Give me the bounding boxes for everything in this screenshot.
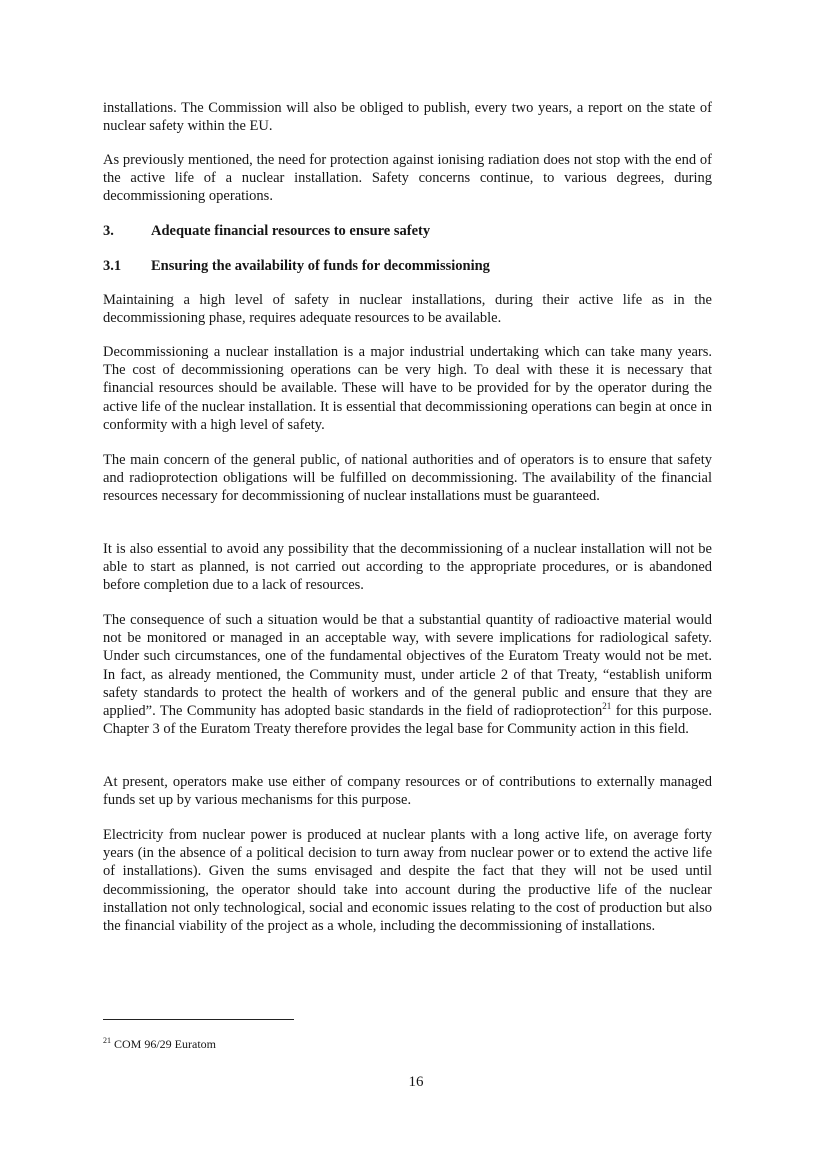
paragraph-electricity-nuclear: Electricity from nuclear power is produced at nuclear plants with a long active life, on average forty years (in the absence of a political decision to turn away from nuclear power or to extend the active life of installations). Given the sums envisaged and despite the fact that they will not be used until decommissioning, the operator should take into account during the productive life of the nuclear installation not only technological, social and economic issues relating to the cost of production but also the financial viability of the project as a whole, including the decommissioning of installations.	[103, 827, 712, 935]
footnote-divider	[103, 1019, 294, 1020]
paragraph-high-level-safety: Maintaining a high level of safety in nuclear installations, during their active life as in the decommissioning phase, requires adequate resources to be available.	[103, 292, 712, 327]
section-title: Adequate financial resources to ensure safety	[151, 223, 431, 239]
footnote	[103, 1037, 216, 1051]
paragraph-operators-resources: At present, operators make use either of company resources or of contributions to externally managed funds set up by various mechanisms for this purpose.	[103, 774, 712, 809]
footnote-reference: 21	[602, 701, 612, 712]
paragraph-decommissioning-cost: Decommissioning a nuclear installation is a major industrial undertaking which can take many years. The cost of decommissioning operations can be very high. To deal with these it is necessary that financial resources should be available. These will have to be provided for by the operator during the active life of the nuclear installation. It is essential that decommissioning operations can begin at once in conformity with a high level of safety.	[103, 344, 712, 433]
subsection-title: Ensuring the availability of funds for decommissioning	[151, 258, 490, 274]
section-heading-3	[103, 222, 430, 240]
paragraph-avoid-abandonment: It is also essential to avoid any possibility that the decommissioning of a nuclear installation will not be able to start as planned, is not carried out according to the appropriate procedures, or is abandoned before completion due to a lack of resources.	[103, 541, 712, 594]
paragraph-consequence	[103, 611, 712, 738]
paragraph-consequence-text-end: for this purpose. Chapter 3 of the Euratom Treaty therefore provides the legal base for Community action in this field.	[103, 703, 712, 738]
footnote-number: 21	[103, 1036, 111, 1045]
page-number: 16	[408, 1074, 424, 1090]
section-number: 3.	[103, 223, 114, 239]
paragraph-consequence-text: The consequence of such a situation would be that a substantial quantity of radioactive material would not be monitored or managed in an acceptable way, with severe implications for radiological safety. Under such circumstances, one of the fundamental objectives of the Euratom Treaty would not be met. In fact, as already mentioned, the Community must, under article 2 of that Treaty, “establish uniform safety standards to protect the health of workers and of the general public and ensure that they are applied”. The Community has adopted basic standards in the field of radioprotection	[103, 612, 712, 720]
footnote-text: COM 96/29 Euratom	[111, 1037, 216, 1051]
section-heading-3-1	[103, 257, 490, 275]
paragraph-main-concern: The main concern of the general public, of national authorities and of operators is to ensure that safety and radioprotection obligations will be fulfilled on decommissioning. The availability of the financial resources necessary for decommissioning of nuclear installations must be guaranteed.	[103, 452, 712, 505]
paragraph-radiation-protection: As previously mentioned, the need for protection against ionising radiation does not stop with the end of the active life of a nuclear installation. Safety concerns continue, to various degrees, during decommissioning operations.	[103, 152, 712, 205]
subsection-number: 3.1	[103, 258, 122, 274]
paragraph-report-obligation: installations. The Commission will also be obliged to publish, every two years, a report on the state of nuclear safety within the EU.	[103, 100, 712, 135]
